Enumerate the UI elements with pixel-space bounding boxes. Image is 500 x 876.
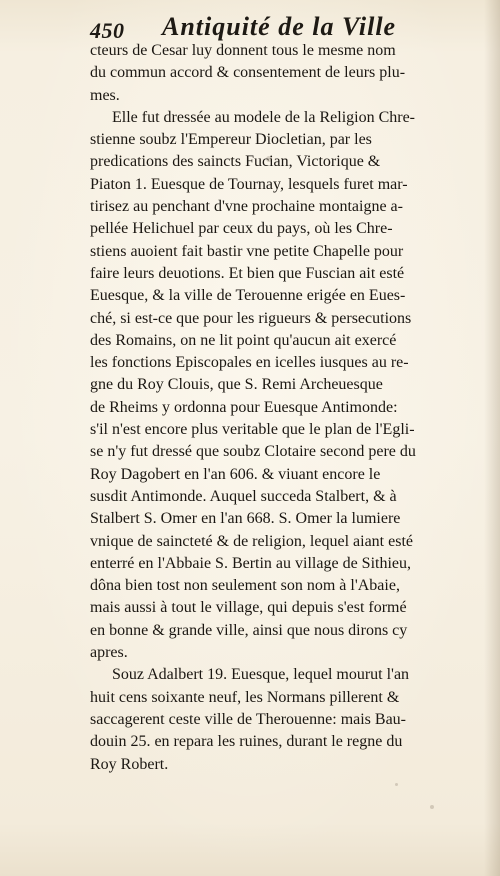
page-gutter-shadow bbox=[484, 0, 500, 876]
text-line: Roy Dagobert en l'an 606. & viuant encore le bbox=[90, 465, 381, 483]
text-line: stienne soubz l'Empereur Diocletian, par les bbox=[90, 131, 372, 149]
text-line: douin 25. en repara les ruines, durant le regne du bbox=[90, 733, 403, 751]
text-line: tirisez au penchant d'vne prochaine montaigne a- bbox=[90, 198, 403, 216]
text-line: les fonctions Episcopales en icelles iusques au re- bbox=[90, 354, 409, 372]
text-line: saccagerent ceste ville de Therouenne: mais Bau- bbox=[90, 710, 407, 728]
text-line: faire leurs deuotions. Et bien que Fuscian ait esté bbox=[90, 264, 405, 282]
text-line: se n'y fut dressé que soubz Clotaire second pere du bbox=[90, 443, 416, 461]
text-line: dôna bien tost non seulement son nom à l'Abaie, bbox=[90, 577, 400, 595]
text-line: susdit Antimonde. Auquel succeda Stalbert, & à bbox=[90, 487, 397, 505]
text-line: Roy Robert. bbox=[90, 755, 169, 773]
text-line: Stalbert S. Omer en l'an 668. S. Omer la lumiere bbox=[90, 510, 401, 528]
text-line: cteurs de Cesar luy donnent tous le mesme nom bbox=[90, 42, 396, 59]
text-line: en bonne & grande ville, ainsi que nous dirons cy bbox=[90, 621, 408, 639]
paragraph-start-line: Souz Adalbert 19. Euesque, lequel mourut l'an bbox=[112, 666, 410, 684]
body-text bbox=[90, 40, 482, 776]
text-line: s'il n'est encore plus veritable que le plan de l'Egli- bbox=[90, 421, 415, 439]
text-line: mes. bbox=[90, 86, 120, 104]
text-line: pellée Helichuel par ceux du pays, où les Chre- bbox=[90, 220, 393, 238]
text-line: mais aussi à tout le village, qui depuis s'est formé bbox=[90, 599, 407, 617]
text-line: de Rheims y ordonna pour Euesque Antimonde: bbox=[90, 398, 398, 416]
paragraph-start-line: Elle fut dressée au modele de la Religion Chre- bbox=[112, 108, 416, 126]
text-line: Euesque, & la ville de Terouenne erigée en Eues- bbox=[90, 287, 406, 305]
paper-stain bbox=[395, 783, 398, 786]
text-line: gne du Roy Clouis, que S. Remi Archeuesque bbox=[90, 376, 383, 394]
text-line: vnique de saincteté & de religion, lequel aiant esté bbox=[90, 532, 413, 550]
text-line: apres. bbox=[90, 644, 128, 662]
running-title: Antiquité de la Ville bbox=[162, 12, 397, 41]
text-line: enterré en l'Abbaie S. Bertin au village de Sithieu, bbox=[90, 554, 412, 572]
text-line: des Romains, on ne lit point qu'aucun ait exercé bbox=[90, 331, 397, 349]
text-line: du commun accord & consentement de leurs plu- bbox=[90, 64, 406, 82]
page-number: 450 bbox=[90, 18, 125, 43]
paper-stain bbox=[430, 805, 434, 809]
paper-stain bbox=[266, 156, 272, 162]
text-line: predications des saincts Fucian, Victorique & bbox=[90, 153, 381, 171]
text-line: stiens auoient fait bastir vne petite Chapelle pour bbox=[90, 242, 404, 260]
text-line: Piaton 1. Euesque de Tournay, lesquels furet mar- bbox=[90, 175, 408, 193]
text-line: huit cens soixante neuf, les Normans pillerent & bbox=[90, 688, 400, 706]
text-line: ché, si est-ce que pour les rigueurs & persecutions bbox=[90, 309, 412, 327]
